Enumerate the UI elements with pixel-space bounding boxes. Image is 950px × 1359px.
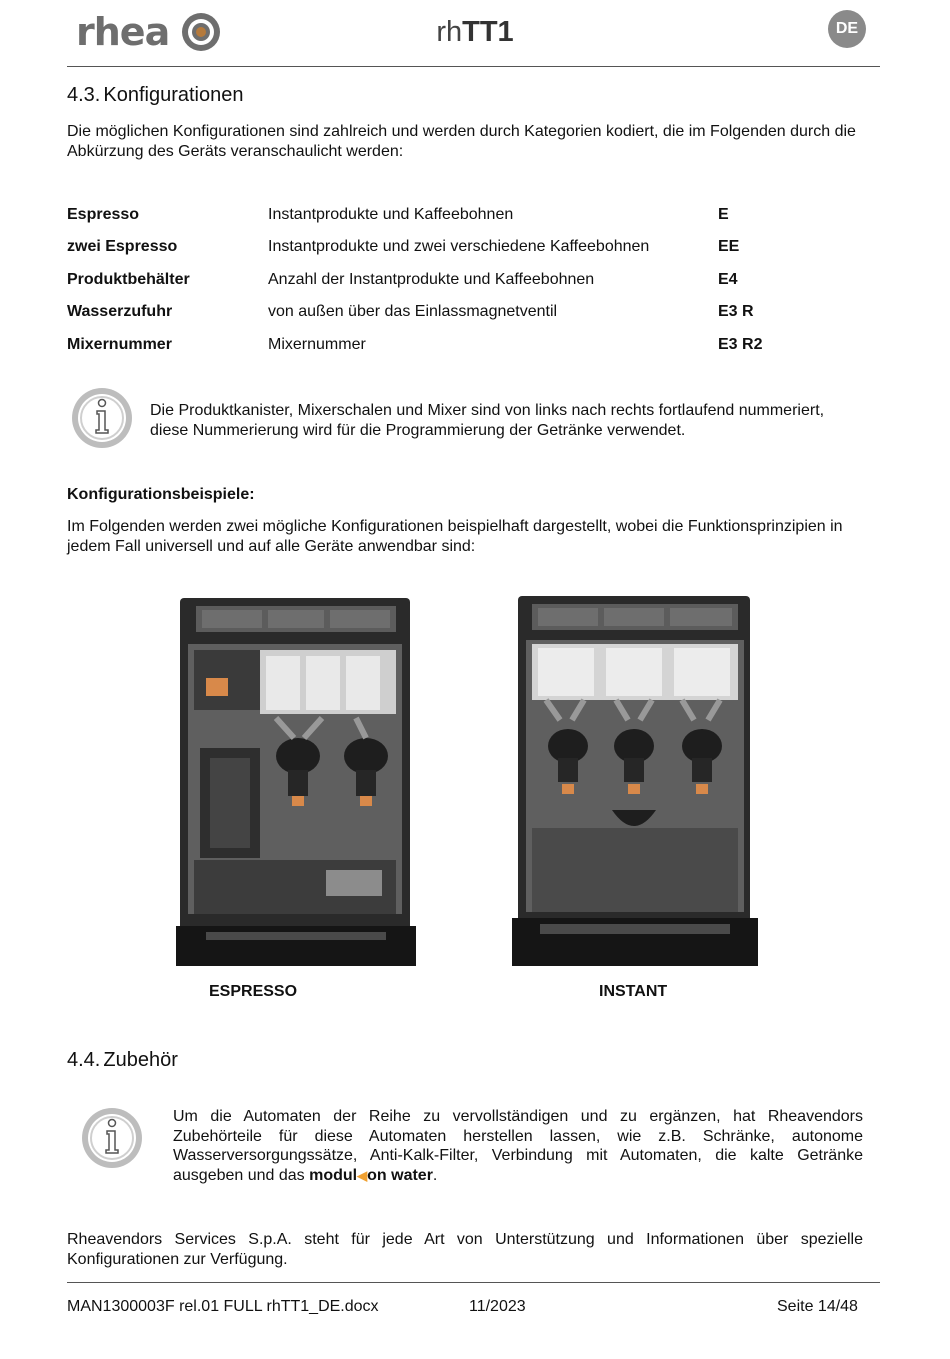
espresso-machine-image (176, 598, 416, 966)
footer-date: 11/2023 (469, 1298, 526, 1315)
footer-doc-ref: MAN1300003F rel.01 FULL rhTT1_DE.docx (67, 1298, 379, 1315)
support-text: Rheavendors Services S.p.A. steht für jede Art von Unterstützung und Informationen über spezielle Konfigurationen zur Verfügung. (67, 1231, 863, 1268)
section-heading-accessories: 4.4. Zubehör (67, 1049, 178, 1071)
arrow-left-icon: ◀ (357, 1167, 368, 1183)
config-code: E3 R (718, 303, 754, 320)
config-code: E (718, 206, 729, 223)
info-note-numbering: Die Produktkanister, Mixerschalen und Mixer sind von links nach rechts fortlaufend nummeriert, diese Nummerierung wird für die Programmierung der Getränke verwendet. (150, 402, 825, 439)
module-name: modul◀on water (309, 1166, 433, 1184)
config-row (67, 336, 863, 358)
header-rule (67, 66, 880, 67)
config-row (67, 206, 863, 228)
examples-text: Im Folgenden werden zwei mögliche Konfigurationen beispielhaft dargestellt, wobei die Funktionsprinzipien in jedem Fall universell und auf alle Geräte anwendbar sind: (67, 518, 843, 555)
instant-machine-image (512, 596, 758, 966)
config-desc: Mixernummer (268, 336, 366, 353)
config-row (67, 303, 863, 325)
info-icon (80, 1106, 144, 1170)
footer-page-number: Seite 14/48 (777, 1298, 858, 1315)
language-badge: DE (828, 10, 866, 48)
config-code: EE (718, 238, 740, 255)
config-code: E3 R2 (718, 336, 763, 353)
config-name: zwei Espresso (67, 238, 178, 255)
configurations-intro: Die möglichen Konfigurationen sind zahlreich und werden durch Kategorien kodiert, die im Folgenden durch die Abkürzung des Geräts veranschaulicht werden: (67, 123, 856, 160)
config-desc: von außen über das Einlassmagnetventil (268, 303, 558, 320)
accessories-info: Um die Automaten der Reihe zu vervollständigen und zu ergänzen, hat Rheavendors Zubehörteile für diese Automaten herstellen lassen, wie z.B. Schränke, autonome Wasserversorgungssätze, Anti-Kalk-Filter, Verbindung mit Automaten, die kalte Getränke ausgeben und das modul◀on water. (173, 1108, 863, 1184)
document-title: rhTT1 (436, 16, 514, 48)
config-name: Espresso (67, 206, 140, 223)
config-row (67, 238, 863, 260)
info-icon (70, 386, 134, 450)
config-desc: Instantprodukte und zwei verschiedene Kaffeebohnen (268, 238, 650, 255)
caption-espresso: ESPRESSO (209, 983, 298, 1000)
section-heading-configurations: 4.3. Konfigurationen (67, 84, 244, 106)
config-desc: Anzahl der Instantprodukte und Kaffeebohnen (268, 271, 595, 288)
config-desc: Instantprodukte und Kaffeebohnen (268, 206, 514, 223)
config-name: Produktbehälter (67, 271, 190, 288)
logo-text: rhea (76, 10, 170, 54)
config-name: Mixernummer (67, 336, 172, 353)
footer-rule (67, 1282, 880, 1283)
config-code: E4 (718, 271, 738, 288)
config-name: Wasserzufuhr (67, 303, 173, 320)
config-row (67, 271, 863, 293)
caption-instant: INSTANT (599, 983, 668, 1000)
examples-heading: Konfigurationsbeispiele: (67, 486, 255, 503)
